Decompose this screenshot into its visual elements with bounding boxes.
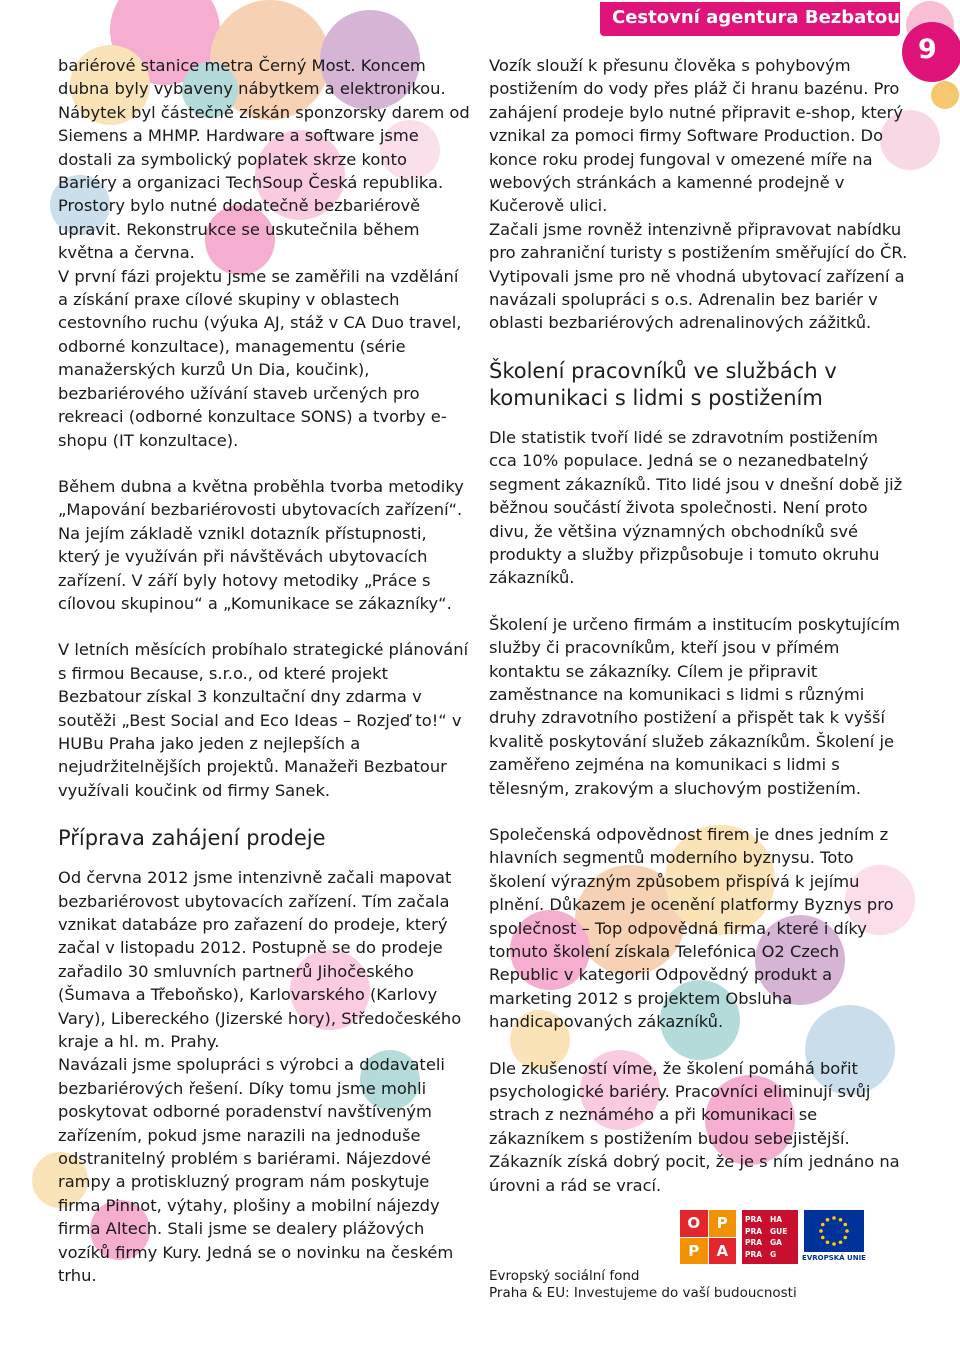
left-paragraph-3: Během dubna a května proběhla tvorba metodiky „Mapování bezbariérovosti ubytovacích zařízení“. Na jejím základě vznikl dotazník přístupnosti, který je využíván při návštěvách ubytovacích zařízení. V září byly hotovy metodiky „Práce s cílovou skupinou“ a „Komunikace se zákazníky“. <box>58 476 464 613</box>
sponsor-logos <box>680 1210 870 1266</box>
opp-letter: A <box>709 1238 737 1265</box>
eu-star <box>839 1240 843 1244</box>
opp-letter: P <box>709 1210 737 1237</box>
left-paragraph-2: V první fázi projektu jsme se zaměřili na vzdělání a získání praxe cílové skupiny v oblastech cestovního ruchu (výuka AJ, stáž v CA Duo travel, odborné konzultace), managementu (série manažerských kurzů Un Dia, koučink), bezbariérového užívání staveb určených pro rekreaci (odborné konzultace SONS) a tvorby e-shopu (IT konzultace). <box>58 266 462 450</box>
prague-logo-text: PRA <box>745 1226 763 1236</box>
right-paragraph-1: Vozík slouží k přesunu člověka s pohybovým postižením do vody přes pláž či hranu bazénu. Pro zahájení prodeje bylo nutné připravit e-shop, který vznikal za pomoci firmy Software Production. Do konce roku prodej fungoval v omezené míře na webových stránkách a kamenné prodejně v Kučerově ulici. <box>489 56 904 216</box>
right-paragraph-6: Dle zkušeností víme, že školení pomáhá bořit psychologické bariéry. Pracovníci eliminují svůj strach z neznámého a při komunikaci se zákazníkem s postižením budou sebejistější. Zákazník získá dobrý pocit, že je s ním jednáno na úrovni a rád se vrací. <box>489 1058 900 1195</box>
prague-logo-text: GUE <box>770 1226 788 1236</box>
prague-logo-text: HA <box>770 1214 783 1224</box>
footer-line-1: Evropský sociální fond <box>489 1268 640 1284</box>
left-paragraph-1: bariérové stanice metra Černý Most. Koncem dubna byly vybaveny nábytkem a elektronikou. Nábytek byl částečně získán sponzorsky darem od Siemens a MHMP. Hardware a software jsme dostali za symbolický poplatek skrze konto Bariéry a organizaci TechSoup Česká republika. Prostory bylo nutné dodatečně bezbariérově upravit. Rekonstrukce se uskutečnila během května a června. <box>58 56 470 263</box>
footer-line-2: Praha & EU: Investujeme do vaší budoucnosti <box>489 1285 797 1301</box>
footer-credits <box>489 1268 797 1302</box>
prague-logo-text: PRA <box>745 1214 763 1224</box>
opp-letter: P <box>680 1238 708 1265</box>
eu-star <box>821 1236 825 1240</box>
eu-label: EVROPSKÁ UNIE <box>802 1254 866 1262</box>
eu-logo <box>804 1210 864 1264</box>
right-paragraph-5: Společenská odpovědnost firem je dnes jedním z hlavních segmentů moderního byznysu. Toto školení výrazným způsobem přispívá k jejímu plnění. Důkazem je ocenění platformy Byznys pro společnost – Top odpovědná firma, které i díky tomuto školení získala Telefónica O2 Czech Republic v kategorii Odpovědný produkt a marketing 2012 s projektem Obsluha handicapovaných zákazníků. <box>489 824 894 1032</box>
opp-a-logo <box>680 1210 736 1264</box>
right-paragraph-3: Dle statistik tvoří lidé se zdravotním postižením cca 10% populace. Jedná se o nezanedbatelný segment zákazníků. Tito lidé jsou v dnešní době již běžnou součástí života společnosti. Není proto divu, že většina významných obchodníků své produkty a služby přizpůsobuje i tomuto okruhu zákazníků. <box>489 427 903 588</box>
eu-flag-icon <box>804 1210 864 1252</box>
opp-letter: O <box>680 1210 708 1237</box>
prague-logo-text: GA <box>770 1238 782 1248</box>
section-heading-staff-training: Školení pracovníků ve službách v komunikaci s lidmi s postižením <box>489 358 837 410</box>
eu-star <box>839 1218 843 1222</box>
right-paragraph-2: Začali jsme rovněž intenzivně připravovat nabídku pro zahraniční turisty s postižením směřující do ČR. Vytipovali jsme pro ně vhodná ubytovací zařízení a navázali spolupráci s o.s. Adrenalin bez bariér v oblasti bezbariérových adrenalinových zážitků. <box>489 219 908 333</box>
eu-star <box>819 1229 823 1233</box>
header-title: Cestovní agentura Bezbatour <box>612 7 909 28</box>
right-paragraph-4: Školení je určeno firmám a institucím poskytujícím služby či pracovníkům, kteří jsou v přímém kontaktu se zákazníky. Cílem je připravit zaměstnance na komunikaci s lidmi s různými druhy zdravotního postižení a přispět tak k vyšší kvalitě poskytování služeb zákazníkům. Školení je zaměřeno zejména na komunikaci s lidmi s tělesným, zrakovým a sluchovým postižením. <box>489 614 900 798</box>
left-paragraph-5: Od června 2012 jsme intenzivně začali mapovat bezbariérovost ubytovacích zařízení. Tím začala vznikat databáze pro zařazení do prodeje, který začal v listopadu 2012. Postupně se do prodeje zařadilo 30 smluvních partnerů Jihočeského (Šumava a Třeboňsko), Karlovarského (Karlovy Vary), Libereckého (Jizerské hory), Středočeského kraje a hl. m. Prahy. <box>58 868 462 1052</box>
eu-star <box>832 1242 836 1246</box>
left-column <box>58 54 470 1288</box>
eu-star <box>832 1216 836 1220</box>
eu-star <box>843 1223 847 1227</box>
eu-star <box>821 1223 825 1227</box>
right-column <box>489 54 909 1197</box>
left-paragraph-6: Navázali jsme spolupráci s výrobci a dodavateli bezbariérových řešení. Díky tomu jsme mohli poskytovat odborné poradenství navštíveným zařízením, pokud jsme narazili na jednoduše odstranitelný problém s bariérami. Nájezdové rampy a protiskluzný program nám poskytuje firma Pinnot, výtahy, plošiny a mobilní nájezdy firma Altech. Stali jsme se dealery plážových vozíků firmy Kury. Jedná se o novinku na českém trhu. <box>58 1055 454 1286</box>
prague-logo <box>742 1210 798 1264</box>
prague-logo-text: PRA <box>745 1238 763 1248</box>
eu-star <box>826 1240 830 1244</box>
eu-star <box>843 1236 847 1240</box>
prague-logo-text: PRA <box>745 1250 763 1260</box>
eu-star <box>845 1229 849 1233</box>
eu-star <box>826 1218 830 1222</box>
left-paragraph-4: V letních měsících probíhalo strategické plánování s firmou Because, s.r.o., od které projekt Bezbatour získal 3 konzultační dny zdarma v soutěži „Best Social and Eco Ideas – Rozjeď to!“ v HUBu Praha jako jeden z nejlepších a nejudržitelnějších projektů. Manažeři Bezbatour využívali koučink od firmy Sanek. <box>58 640 469 800</box>
prague-logo-text: G <box>770 1250 777 1260</box>
page-number: 9 <box>918 34 937 65</box>
section-heading-sales-preparation: Příprava zahájení prodeje <box>58 826 326 851</box>
